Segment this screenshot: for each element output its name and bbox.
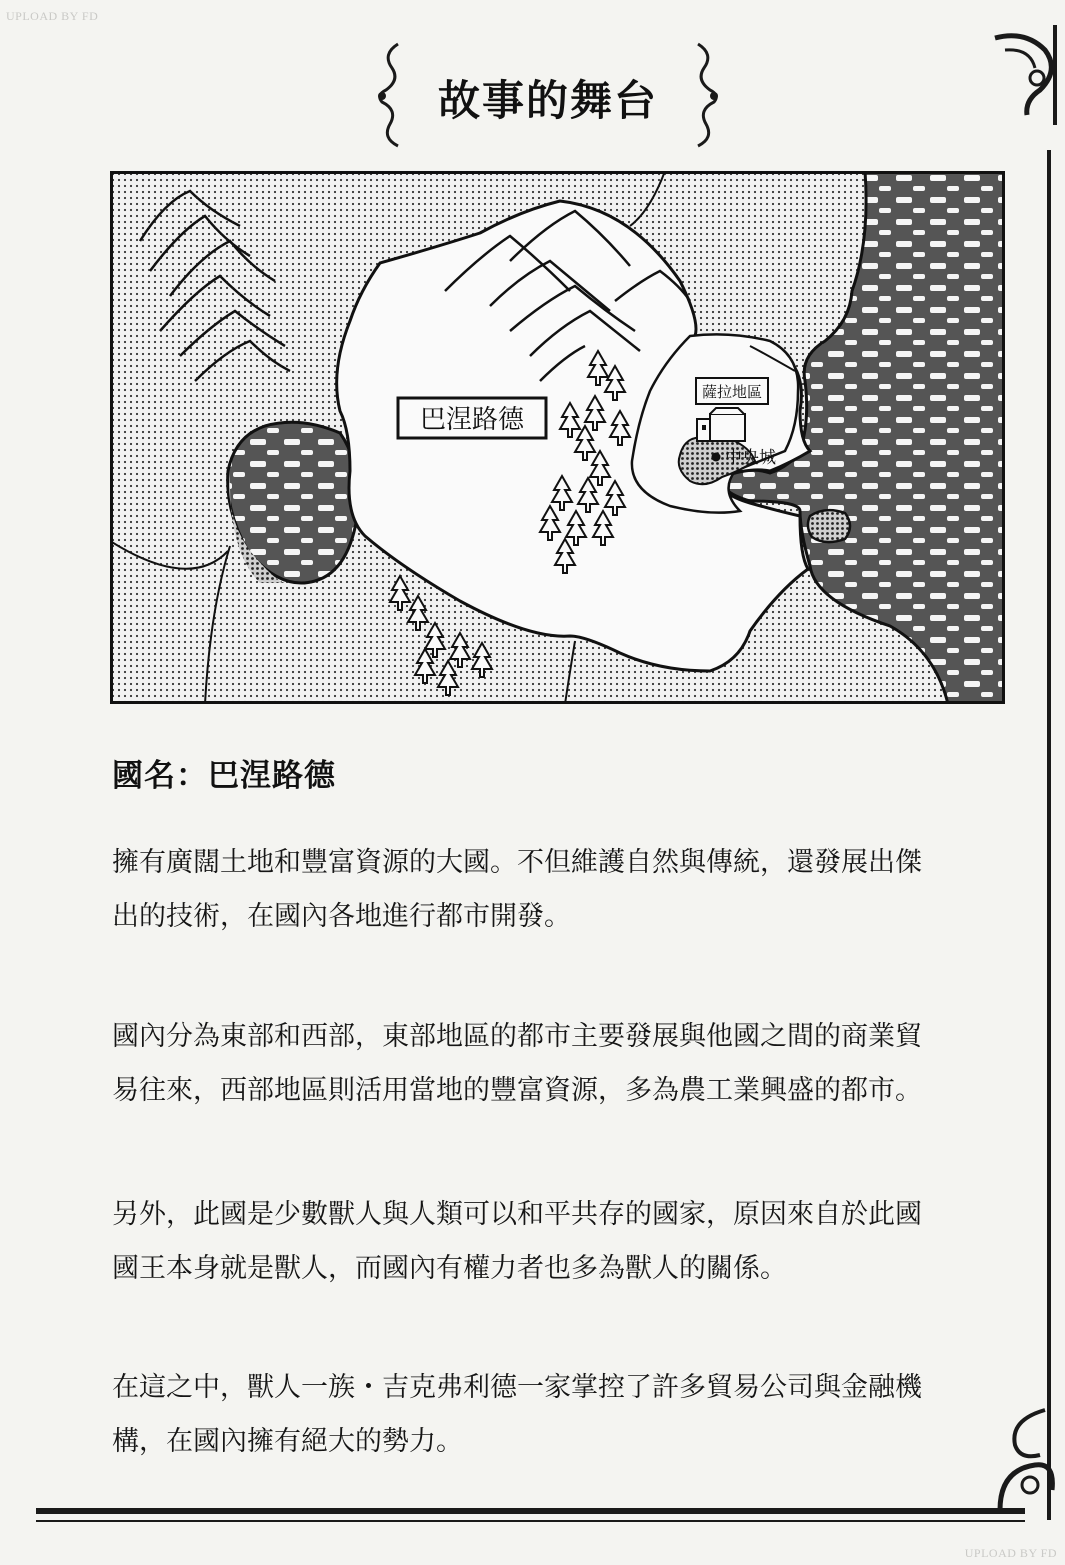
right-border-rule bbox=[1047, 150, 1051, 1520]
paragraph-1 bbox=[112, 836, 1012, 944]
region-label: 薩拉地區 bbox=[701, 383, 763, 401]
right-flourish-icon bbox=[678, 40, 728, 150]
city-dot-icon bbox=[712, 453, 721, 462]
paragraph-2 bbox=[112, 1010, 1012, 1118]
paragraph-4 bbox=[112, 1361, 1012, 1469]
country-name-heading: 國名：巴涅路德 bbox=[112, 758, 336, 794]
corner-ornament-top-icon bbox=[985, 20, 1065, 130]
page-title: 故事的舞台 bbox=[437, 76, 658, 125]
paragraph-line: 易往來，西部地區則活用當地的豐富資源，多為農工業興盛的都市。 bbox=[112, 1075, 922, 1106]
paragraph-line: 出的技術，在國內各地進行都市開發。 bbox=[112, 901, 571, 932]
paragraph-line: 擁有廣闊土地和豐富資源的大國。不但維護自然與傳統，還發展出傑 bbox=[112, 847, 922, 878]
paragraph-line: 國王本身就是獸人，而國內有權力者也多為獸人的關係。 bbox=[112, 1253, 787, 1284]
title-block bbox=[368, 40, 728, 150]
island bbox=[808, 510, 850, 542]
bottom-border-rule bbox=[36, 1508, 1025, 1514]
watermark-top: UPLOAD BY FD bbox=[6, 9, 99, 23]
paragraph-3 bbox=[112, 1188, 1012, 1296]
city-label: 中央城 bbox=[725, 448, 776, 468]
paragraph-line: 構，在國內擁有絕大的勢力。 bbox=[112, 1426, 463, 1457]
story-map bbox=[110, 171, 1005, 704]
bottom-border-rule-thin bbox=[36, 1520, 1025, 1522]
watermark-bottom: UPLOAD BY FD bbox=[964, 1546, 1057, 1560]
paragraph-line: 國內分為東部和西部，東部地區的都市主要發展與他國之間的商業貿 bbox=[112, 1021, 922, 1052]
country-label: 巴涅路德 bbox=[419, 405, 525, 435]
paragraph-line: 另外，此國是少數獸人與人類可以和平共存的國家，原因來自於此國 bbox=[112, 1199, 922, 1230]
paragraph-line: 在這之中，獸人一族・吉克弗利德一家掌控了許多貿易公司與金融機 bbox=[112, 1372, 922, 1403]
